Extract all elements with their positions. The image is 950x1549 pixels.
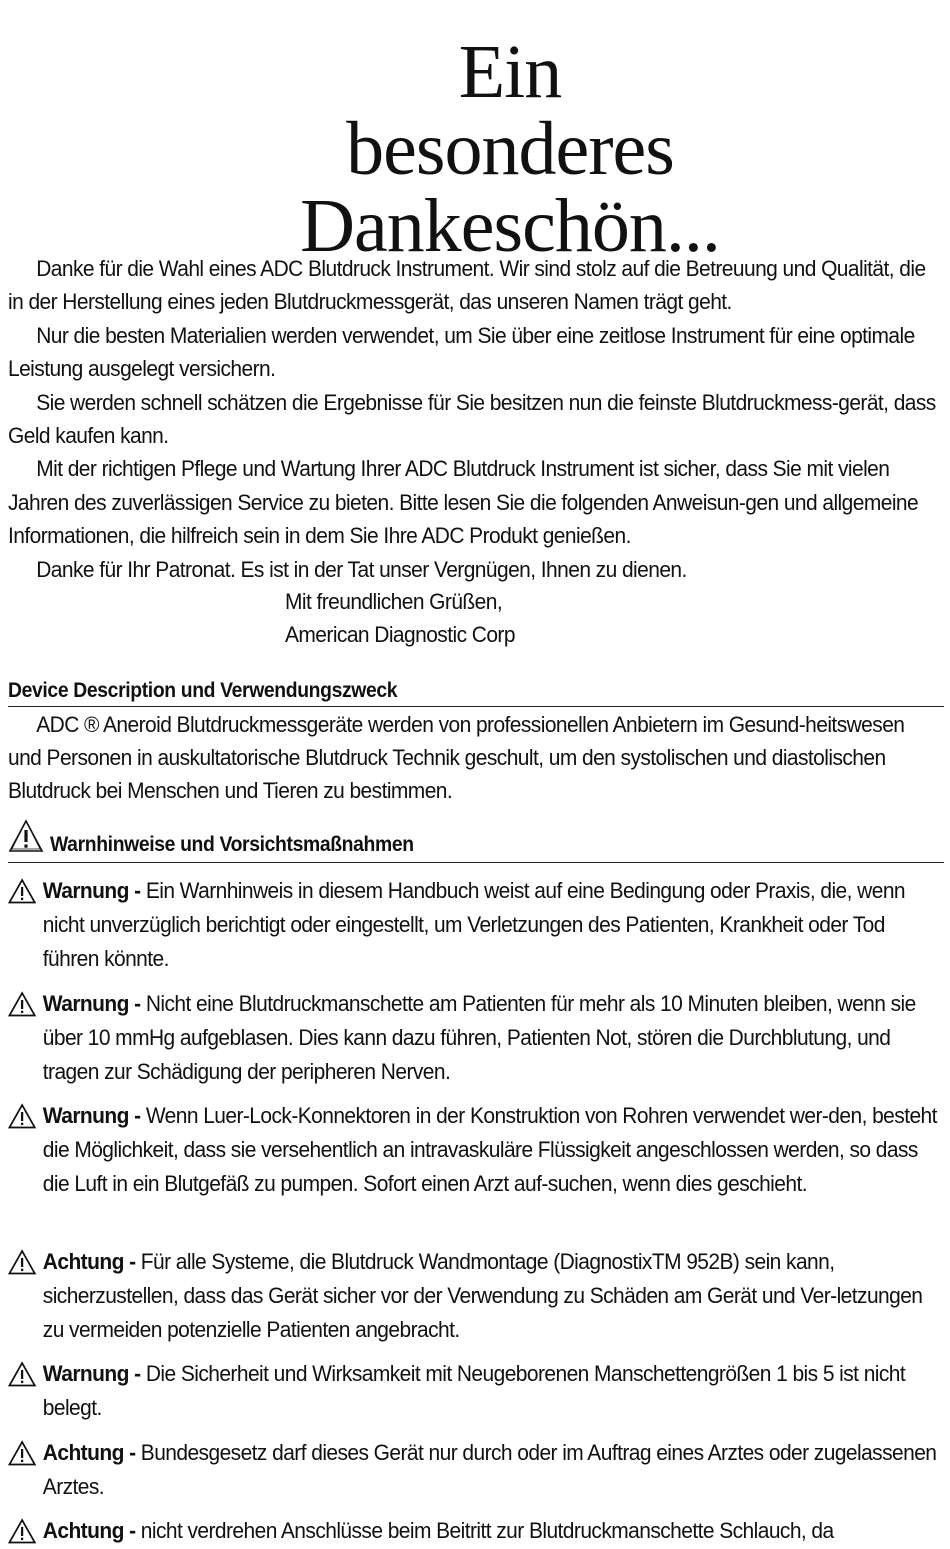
- warning-label: Warnung -: [42, 1361, 141, 1386]
- warning-label: Warnung -: [42, 991, 141, 1016]
- warning-triangle-icon: [8, 1518, 36, 1544]
- warning-label: Achtung -: [42, 1518, 136, 1543]
- intro-paragraph: Danke für Ihr Patronat. Es ist in der Tat unser Vergnügen, Ihnen zu dienen.: [36, 556, 687, 582]
- warning-item: [8, 1245, 939, 1347]
- device-description-text: [8, 708, 942, 807]
- warning-label: Warnung -: [42, 878, 141, 903]
- warning-text: Die Sicherheit und Wirksamkeit mit Neugeborenen Manschettengrößen 1 bis 5 ist nicht belegt.: [42, 1361, 906, 1420]
- warning-triangle-icon: [8, 1440, 36, 1466]
- warning-text: Bundesgesetz darf dieses Gerät nur durch oder im Auftrag eines Arztes oder zugelassenen Arztes.: [42, 1440, 937, 1499]
- device-description-paragraph: ADC ® Aneroid Blutdruckmessgeräte werden von professionellen Anbietern im Gesund-heitswesen und Personen in auskultatorische Blutdruck Technik geschult, um den systolischen und diastolischen Blutdruck bei Menschen und Tieren zu bestimmen.: [8, 712, 905, 803]
- warning-item: [8, 874, 939, 976]
- intro-paragraph: Nur die besten Materialien werden verwendet, um Sie über eine zeitlose Instrument für eine optimale Leistung ausgelegt versichern.: [8, 322, 915, 382]
- warning-triangle-icon: [8, 1249, 36, 1275]
- title-line-3: Dankeschön...: [300, 184, 720, 268]
- intro-paragraph: Mit der richtigen Pflege und Wartung Ihrer ADC Blutdruck Instrument ist sicher, dass Sie mit vielen Jahren des zuverlässigen Service zu bieten. Bitte lesen Sie die folgenden Anweisun-gen und allgemeine Informationen, die hilfreich sein in dem Sie Ihre ADC Produkt genießen.: [8, 456, 919, 549]
- warning-label: Achtung -: [42, 1249, 136, 1274]
- warning-triangle-icon: [8, 991, 36, 1017]
- intro-paragraph: Sie werden schnell schätzen die Ergebnisse für Sie besitzen nun die feinste Blutdruckmess-gerät, dass Geld kaufen kann.: [8, 389, 936, 449]
- warning-label: Achtung -: [42, 1440, 136, 1465]
- title-line-1: Ein: [458, 30, 562, 114]
- warning-triangle-icon: [8, 1361, 36, 1387]
- page-title: [0, 30, 950, 268]
- intro-paragraph: Danke für die Wahl eines ADC Blutdruck Instrument. Wir sind stolz auf die Betreuung und Qualität, die in der Herstellung eines jeden Blutdruckmessgerät, das unseren Namen trägt geht.: [8, 256, 926, 315]
- warning-item: [8, 1357, 939, 1425]
- title-line-2: besonderes: [346, 107, 674, 191]
- closing-greeting: Mit freundlichen Grüßen,: [285, 589, 503, 614]
- warning-triangle-icon: [8, 1103, 36, 1129]
- warning-label: Warnung -: [42, 1103, 141, 1128]
- warning-text: Ein Warnhinweis in diesem Handbuch weist auf eine Bedingung oder Praxis, die, wenn nicht unverzüglich berichtigt oder eingestellt, um Verletzungen des Patienten, Krankheit oder Tod führen könnte.: [42, 878, 906, 971]
- warning-item: [8, 1436, 939, 1504]
- warning-text: Für alle Systeme, die Blutdruck Wandmontage (DiagnostixTM 952B) sein kann, sicherzustellen, dass das Gerät sicher vor der Verwendung zu Schäden am Gerät und Ver-letzungen zu vermeiden potenzielle Patienten angebracht.: [42, 1249, 923, 1342]
- warning-item: [8, 1514, 939, 1548]
- closing-signature: [285, 585, 515, 651]
- section-heading-text: Warnhinweise und Vorsichtsmaßnahmen: [50, 832, 414, 856]
- closing-company: American Diagnostic Corp: [285, 622, 515, 647]
- warning-text: nicht verdrehen Anschlüsse beim Beitritt zur Blutdruckmanschette Schlauch, da: [140, 1518, 834, 1543]
- intro-text: [8, 252, 942, 586]
- warning-text: Nicht eine Blutdruckmanschette am Patienten für mehr als 10 Minuten bleiben, wenn sie über 10 mmHg aufgeblasen. Dies kann dazu führen, Patienten Not, stören die Durchblutung, und tragen zur Schädigung der peripheren Nerven.: [42, 991, 916, 1084]
- section-heading-text: Device Description und Verwendungszweck: [8, 678, 398, 702]
- device-description-heading: [8, 676, 944, 707]
- warning-triangle-icon: [8, 878, 36, 904]
- warnings-heading: [8, 818, 944, 863]
- warning-text: Wenn Luer-Lock-Konnektoren in der Konstruktion von Rohren verwendet wer-den, besteht die Möglichkeit, dass sie versehentlich an intravaskuläre Flüssigkeit angeschlossen werden, so dass die Luft in ein Blutgefäß zu pumpen. Sofort einen Arzt auf-suchen, wenn dies geschieht.: [42, 1103, 937, 1196]
- warning-triangle-icon: [8, 818, 44, 861]
- warning-item: [8, 987, 939, 1089]
- warning-item: [8, 1099, 939, 1201]
